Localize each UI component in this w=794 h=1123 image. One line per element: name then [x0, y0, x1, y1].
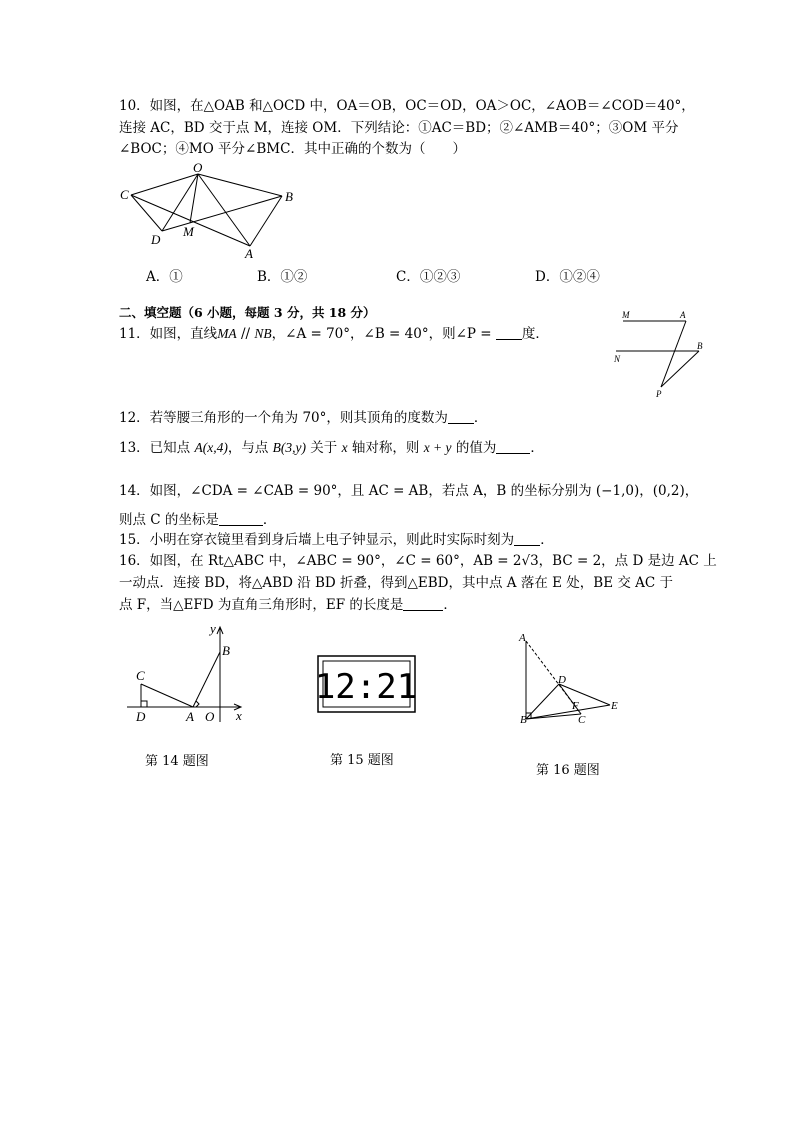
q11-nb: NB: [254, 326, 272, 341]
q16-label-b: B: [520, 714, 527, 726]
q10-line-3: ∠BOC；④MO 平分∠BMC．其中正确的个数为（ ）: [119, 141, 466, 157]
q12-blank: [448, 410, 474, 424]
q11-pre: 11．如图，直线: [119, 326, 218, 342]
q13-point-b: B(3,y): [272, 440, 306, 455]
q15-caption: 第 15 题图: [330, 753, 394, 768]
q16-caption: 第 16 题图: [536, 763, 600, 778]
q15-blank: [514, 532, 540, 546]
q13-axis-x: x: [341, 440, 348, 455]
q14-label-y: y: [210, 621, 216, 636]
q16-label-d: D: [558, 674, 566, 686]
q13-mid1: ，与点: [227, 440, 273, 456]
q13-post2: ．: [530, 440, 544, 456]
q10-label-d: D: [151, 232, 161, 247]
q13-pre: 13．已知点: [119, 440, 195, 456]
q12-post: ．: [473, 410, 488, 426]
q11-label-a: A: [680, 310, 686, 320]
q14-label-o: O: [205, 709, 215, 724]
q14-caption: 第 14 题图: [145, 754, 209, 769]
q15-clock-digits: 12:21: [314, 667, 418, 707]
q13-text: [119, 439, 544, 457]
q15-pre: 15．小明在穿衣镜里看到身后墙上电子钟显示，则此时实际时刻为: [119, 532, 515, 548]
q12-pre: 12．若等腰三角形的一个角为 70°，则其顶角的度数为: [119, 410, 448, 426]
q11-post: 度．: [521, 326, 549, 342]
q13-expr: x + y: [423, 440, 452, 455]
q16-label-a: A: [519, 632, 526, 644]
q10-option-d: D．①②④: [535, 269, 600, 285]
q11-ma: MA: [217, 326, 237, 341]
q13-blank: [496, 440, 530, 454]
q11-label-n: N: [614, 354, 621, 364]
q14-blank: [219, 512, 263, 526]
q16-line-2: 一动点．连接 BD，将△ABD 沿 BD 折叠，得到△EBD，其中点 A 落在 E 处，BE 交 AC 于: [119, 575, 674, 591]
q11-mid: ，∠A = 70°，∠B = 40°，则∠P =: [271, 326, 496, 342]
q14-line-2: [119, 511, 276, 529]
q15-text: [119, 531, 554, 549]
q11-text: [119, 325, 549, 343]
q10-label-a: A: [245, 246, 253, 261]
q10-option-c: C．①②③: [396, 269, 461, 285]
q10-label-b: B: [285, 189, 293, 204]
q13-mid2: 关于: [306, 440, 342, 456]
q10-label-o: O: [193, 160, 203, 175]
q14-label-x: x: [236, 708, 242, 723]
q14-line-2-pre: 则点 C 的坐标是: [119, 512, 219, 528]
q10-label-c: C: [120, 187, 129, 202]
q10-label-m: M: [183, 224, 194, 239]
q11-parallel: //: [236, 326, 255, 342]
q16-label-f: F: [572, 700, 579, 712]
q16-blank: [403, 597, 443, 611]
q14-line-1: 14．如图，∠CDA = ∠CAB = 90°，且 AC = AB，若点 A，B 的坐标分别为 (−1,0)，(0,2)，: [119, 483, 699, 499]
q16-line-3: [119, 596, 457, 614]
q11-blank: [496, 326, 522, 340]
q11-label-m: M: [622, 310, 630, 320]
q16-label-e: E: [611, 700, 618, 712]
q10-option-a: A．①: [146, 269, 183, 285]
q12-text: [119, 409, 487, 427]
q16-line-3-pre: 点 F，当△EFD 为直角三角形时，EF 的长度是: [119, 597, 404, 613]
q14-line-2-post: ．: [262, 512, 277, 528]
q13-point-a: A(x,4): [194, 440, 228, 455]
q14-label-b: B: [222, 643, 230, 658]
q13-mid3: 轴对称，则: [347, 440, 424, 456]
q11-label-b: B: [697, 341, 703, 351]
q10-line-2: 连接 AC，BD 交于点 M，连接 OM．下列结论：①AC＝BD；②∠AMB＝40°；③OM 平分: [119, 120, 679, 136]
q16-label-c: C: [578, 714, 586, 726]
q10-option-b: B．①②: [257, 269, 308, 285]
q11-label-p: P: [656, 389, 662, 399]
q10-line-1: 10．如图，在△OAB 和△OCD 中，OA＝OB，OC＝OD，OA＞OC，∠AOB＝∠COD＝40°，: [119, 98, 695, 114]
q13-post1: 的值为: [451, 440, 497, 456]
q16-line-3-post: ．: [443, 597, 457, 613]
q15-post: ．: [540, 532, 554, 548]
q14-label-a: A: [186, 709, 194, 724]
q14-label-d: D: [136, 709, 146, 724]
q14-label-c: C: [136, 668, 145, 683]
section-2-title: 二、填空题（6 小题，每题 3 分，共 18 分）: [119, 305, 376, 320]
q16-line-1: 16．如图，在 Rt△ABC 中，∠ABC = 90°，∠C = 60°，AB = 2√3，BC = 2，点 D 是边 AC 上: [119, 553, 717, 569]
